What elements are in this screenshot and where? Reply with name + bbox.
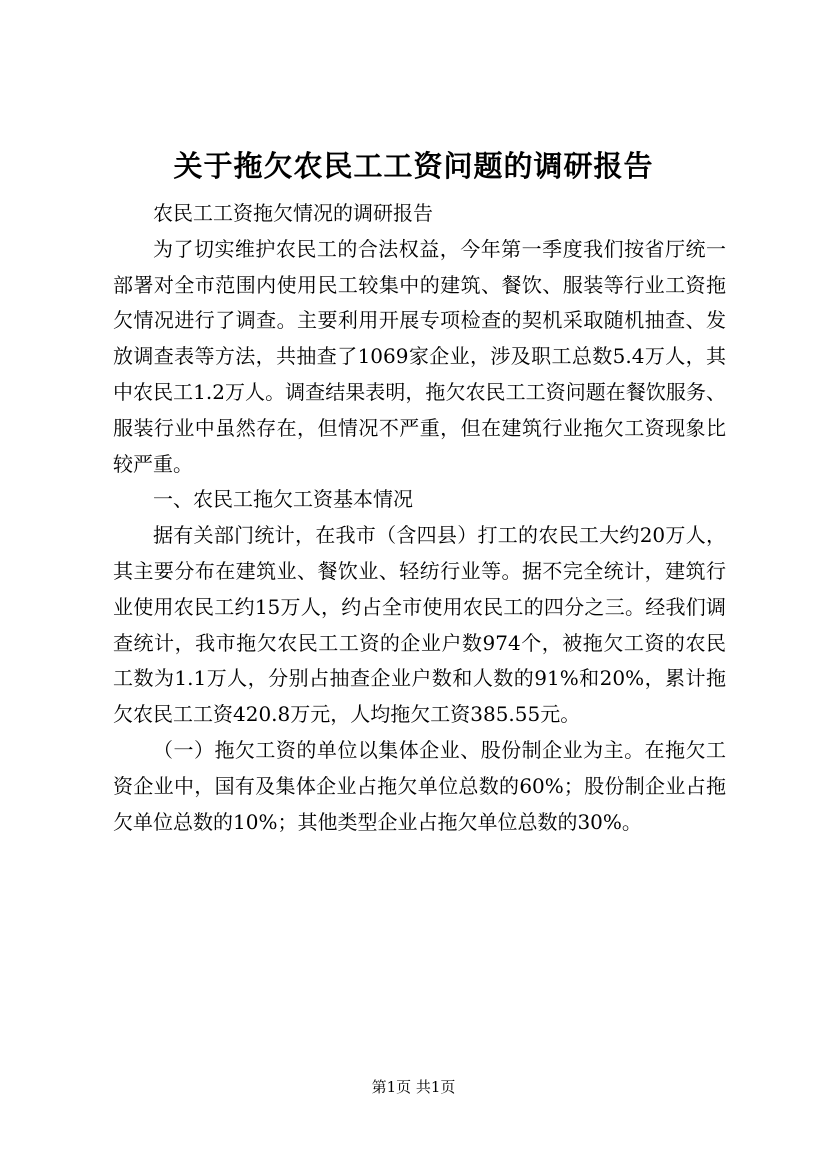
section-heading: 一、农民工拖欠工资基本情况 <box>153 487 413 512</box>
intro-paragraph: 为了切实维护农民工的合法权益，今年第一季度我们按省厅统一部署对全市范围内使用民工较集中的建筑、餐饮、服装等行业工资拖欠情况进行了调查。主要利用开展专项检查的契机采取随机抽查、发放调查表等方法，共抽查了1069家企业，涉及职工总数5.4万人，其中农民工1.2万人。调查结果表明，拖欠农民工工资问题在餐饮服务、服装行业中虽然存在，但情况不严重，但在建筑行业拖欠工资现象比较严重。 <box>113 236 726 476</box>
document-body <box>113 196 726 840</box>
subsection-paragraph: （一）拖欠工资的单位以集体企业、股份制企业为主。在拖欠工资企业中，国有及集体企业占拖欠单位总数的60%；股份制企业占拖欠单位总数的10%；其他类型企业占拖欠单位总数的30%。 <box>113 737 726 834</box>
page-footer: 第1页 共1页 <box>371 1078 456 1096</box>
document-title: 关于拖欠农民工工资问题的调研报告 <box>173 149 654 183</box>
statistics-paragraph: 据有关部门统计，在我市（含四县）打工的农民工大约20万人，其主要分布在建筑业、餐饮业、轻纺行业等。据不完全统计，建筑行业使用农民工约15万人，约占全市使用农民工的四分之三。经我们调查统计，我市拖欠农民工工资的企业户数974个，被拖欠工资的农民工数为1.1万人，分别占抽查企业户数和人数的91%和20%，累计拖欠农民工工资420.8万元，人均拖欠工资385.55元。 <box>113 523 726 727</box>
subtitle-paragraph: 农民工工资拖欠情况的调研报告 <box>153 201 433 225</box>
